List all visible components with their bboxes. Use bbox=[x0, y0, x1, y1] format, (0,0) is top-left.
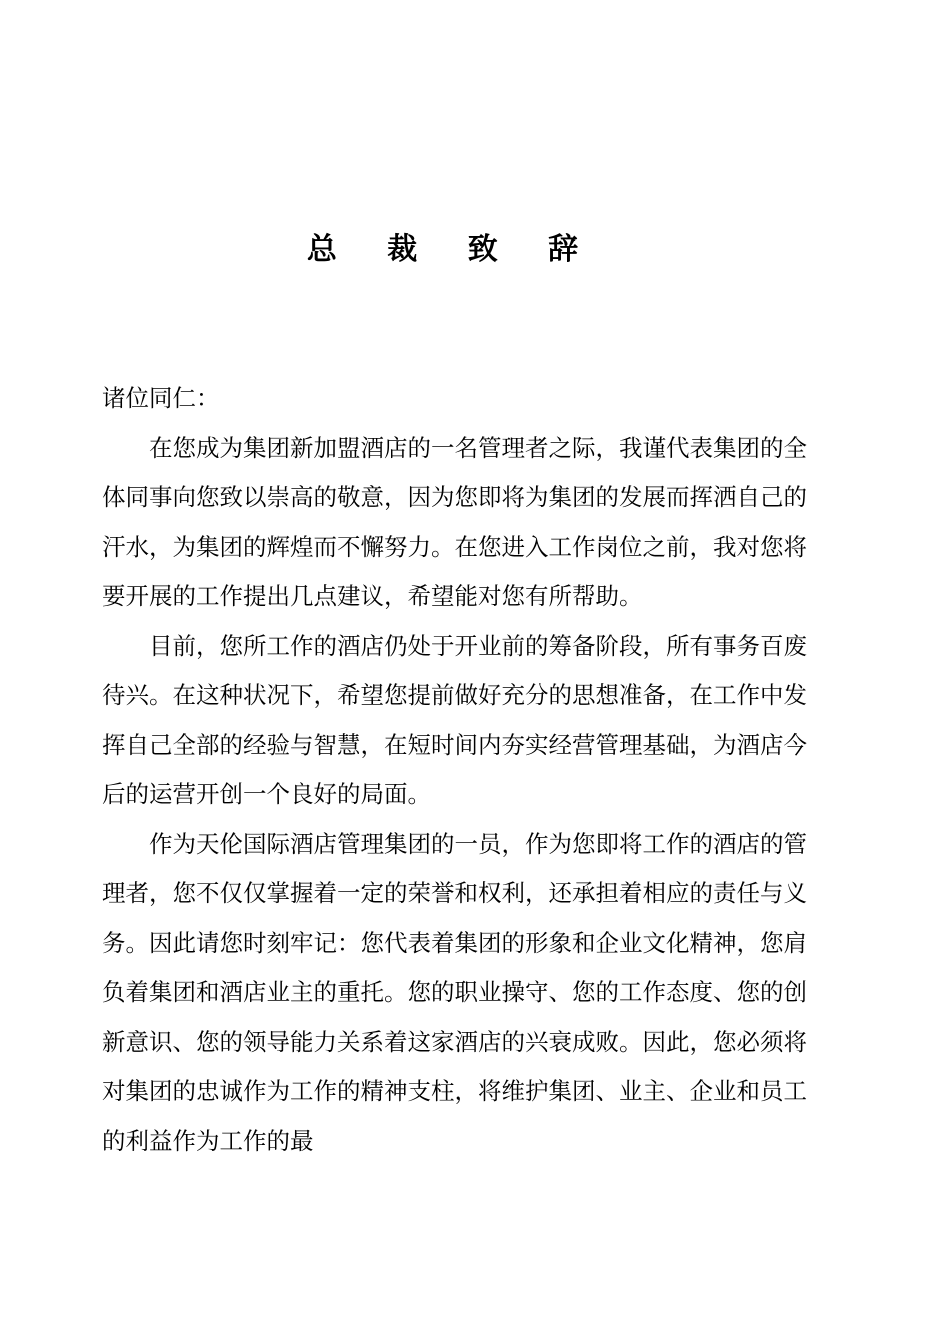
paragraph-1: 在您成为集团新加盟酒店的一名管理者之际，我谨代表集团的全体同事向您致以崇高的敬意，因为您即将为集团的发展而挥洒自己的汗水，为集团的辉煌而不懈努力。在您进入工作岗位之前，我对您将要开展的工作提出几点建议，希望能对您有所帮助。 bbox=[102, 433, 807, 610]
page-title: 总 裁 致 辞 bbox=[306, 232, 599, 267]
paragraph-3: 作为天伦国际酒店管理集团的一员，作为您即将工作的酒店的管理者，您不仅仅掌握着一定的荣誉和权利，还承担着相应的责任与义务。因此请您时刻牢记：您代表着集团的形象和企业文化精神，您肩负着集团和酒店业主的重托。您的职业操守、您的工作态度、您的创新意识、您的领导能力关系着这家酒店的兴衰成败。因此，您必须将对集团的忠诚作为工作的精神支柱，将维护集团、业主、企业和员工的利益作为工作的最 bbox=[102, 829, 807, 1155]
salutation: 诸位同仁： bbox=[102, 384, 220, 412]
paragraph-2: 目前，您所工作的酒店仍处于开业前的筹备阶段，所有事务百废待兴。在这种状况下，希望您提前做好充分的思想准备，在工作中发挥自己全部的经验与智慧，在短时间内夯实经营管理基础，为酒店今后的运营开创一个良好的局面。 bbox=[102, 631, 807, 808]
letter-body bbox=[102, 374, 807, 1166]
